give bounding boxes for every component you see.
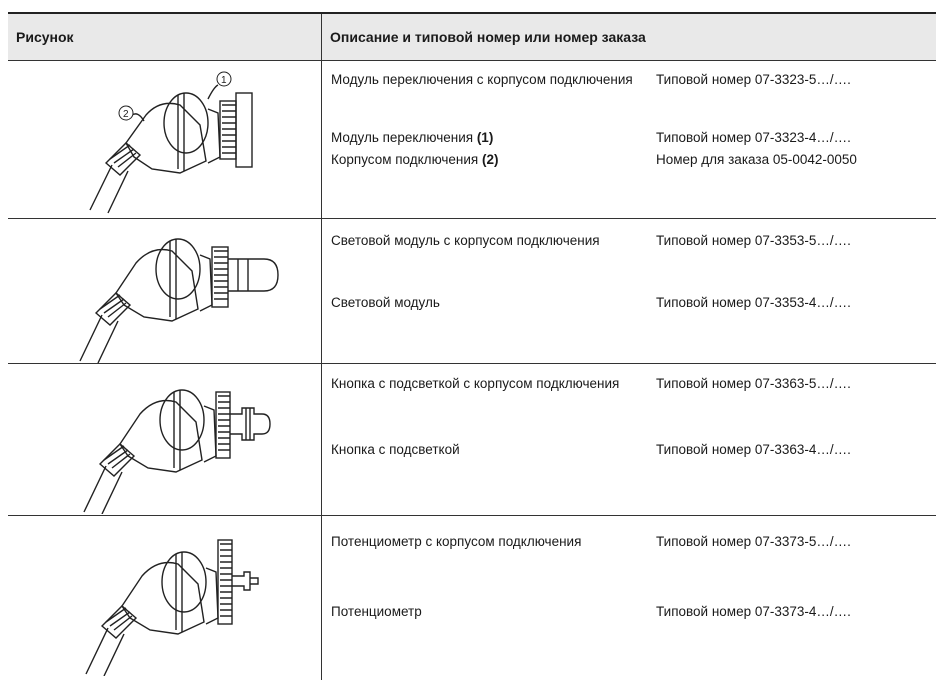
item-ref: (1) xyxy=(476,130,494,145)
item-number: Типовой номер 07-3373-4…/…. xyxy=(656,604,851,619)
list-item xyxy=(331,152,931,167)
switch-module-drawing xyxy=(8,61,322,218)
product-table xyxy=(8,12,936,680)
item-number: Типовой номер 07-3323-4…/…. xyxy=(656,130,851,145)
list-item xyxy=(331,376,931,391)
item-text: Модуль переключения с корпусом подключения xyxy=(331,72,633,87)
table-header xyxy=(8,14,936,61)
header-description: Описание и типовой номер или номер заказа xyxy=(330,29,646,45)
item-text: Световой модуль с корпусом подключения xyxy=(331,233,600,248)
switch-module-illustration xyxy=(68,65,268,215)
list-item xyxy=(331,233,931,248)
item-text: Модуль переключения xyxy=(331,130,474,145)
illuminated-button-illustration xyxy=(68,368,288,514)
item-text: Кнопка с подсветкой xyxy=(331,442,460,457)
item-number: Типовой номер 07-3323-5…/…. xyxy=(656,72,851,87)
row-description xyxy=(322,61,936,218)
item-ref: (2) xyxy=(482,152,499,167)
item-number: Типовой номер 07-3353-5…/…. xyxy=(656,233,851,248)
item-number: Типовой номер 07-3353-4…/…. xyxy=(656,295,851,310)
list-item xyxy=(331,442,931,457)
callout-1: 1 xyxy=(221,75,227,86)
table-row xyxy=(8,516,936,680)
potentiometer-illustration xyxy=(68,520,288,676)
item-number: Типовой номер 07-3373-5…/…. xyxy=(656,534,851,549)
item-number: Типовой номер 07-3363-5…/…. xyxy=(656,376,851,391)
item-text: Кнопка с подсветкой с корпусом подключения xyxy=(331,376,620,391)
light-module-drawing xyxy=(8,219,322,363)
item-text: Потенциометр с корпусом подключения xyxy=(331,534,582,549)
table-row xyxy=(8,364,936,516)
row-description xyxy=(322,516,936,680)
potentiometer-drawing xyxy=(8,516,322,680)
item-number: Номер для заказа 05-0042-0050 xyxy=(656,152,857,167)
list-item xyxy=(331,130,931,145)
item-text: Потенциометр xyxy=(331,604,422,619)
item-text: Корпусом подключения xyxy=(331,152,479,167)
header-picture: Рисунок xyxy=(8,14,322,60)
illuminated-button-drawing xyxy=(8,364,322,515)
row-description xyxy=(322,219,936,363)
row-description xyxy=(322,364,936,515)
list-item xyxy=(331,295,931,310)
table-row xyxy=(8,219,936,364)
callout-2: 2 xyxy=(123,109,129,120)
light-module-illustration xyxy=(68,223,288,363)
list-item xyxy=(331,604,931,619)
list-item xyxy=(331,72,931,87)
table-row xyxy=(8,61,936,219)
item-text: Световой модуль xyxy=(331,295,440,310)
item-number: Типовой номер 07-3363-4…/…. xyxy=(656,442,851,457)
list-item xyxy=(331,534,931,549)
